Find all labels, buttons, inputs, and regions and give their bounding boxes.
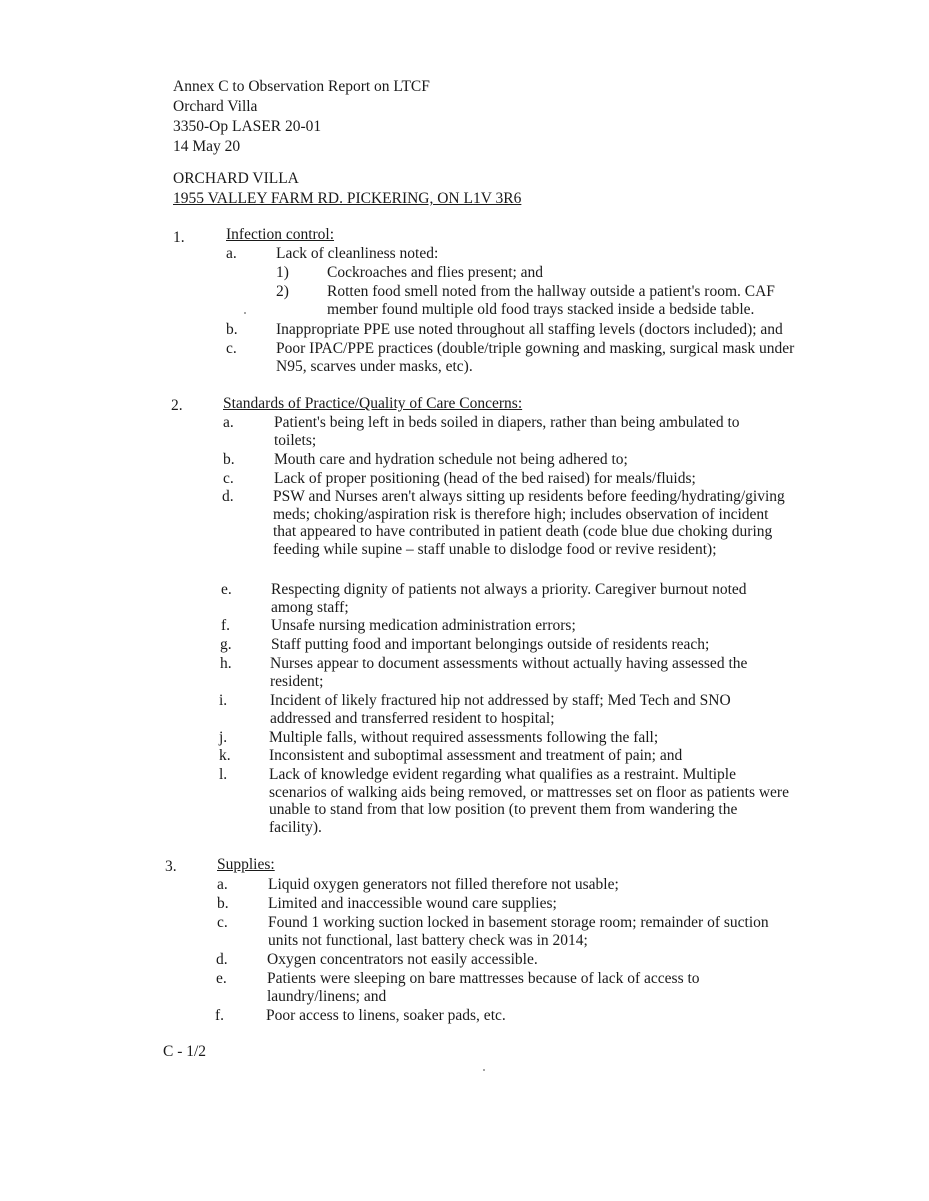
scan-speck xyxy=(244,312,246,314)
item-text: Oxygen concentrators not easily accessible. xyxy=(267,951,538,968)
section-title: Supplies: xyxy=(217,856,275,873)
item-text: Patient's being left in beds soiled in diapers, rather than being ambulated to toilets; xyxy=(274,414,740,449)
item-text: Respecting dignity of patients not always a priority. Caregiver burnout noted among staff; xyxy=(271,581,747,616)
item-text: Found 1 working suction locked in basement storage room; remainder of suction units not functional, last battery check was in 2014; xyxy=(268,914,769,949)
item-text: Nurses appear to document assessments without actually having assessed the resident; xyxy=(270,655,748,690)
item-text: PSW and Nurses aren't always sitting up residents before feeding/hydrating/giving meds; choking/aspiration risk is therefore high; includes observation of incident that appeared to have contributed in patient death (code blue due choking during feeding while supine – staff unable to dislodge food or revive resident); xyxy=(273,488,785,558)
item-text: Lack of knowledge evident regarding what qualifies as a restraint. Multiple scenarios of walking aids being removed, or mattresses set on floor as patients were unable to stand from that low position (to prevent them from wandering the facility). xyxy=(269,766,789,836)
header-date-line: 14 May 20 xyxy=(173,138,241,155)
scan-speck xyxy=(483,1069,485,1071)
item-label: h. xyxy=(220,655,232,672)
item-label: a. xyxy=(226,245,237,262)
item-label: c. xyxy=(226,340,237,357)
item-text: Limited and inaccessible wound care supplies; xyxy=(268,895,557,912)
item-text: Staff putting food and important belongings outside of residents reach; xyxy=(271,636,710,653)
page-reference: C - 1/2 xyxy=(163,1043,207,1060)
item-text: Liquid oxygen generators not filled therefore not usable; xyxy=(268,876,619,893)
item-text: Lack of cleanliness noted: xyxy=(276,245,439,262)
item-label: e. xyxy=(221,581,232,598)
item-label: k. xyxy=(219,747,231,764)
item-label: b. xyxy=(226,321,238,338)
item-label: d. xyxy=(222,488,234,505)
section-number: 1. xyxy=(173,229,185,246)
facility-address: 1955 VALLEY FARM RD. PICKERING, ON L1V 3R6 xyxy=(173,190,522,207)
item-text: Unsafe nursing medication administration errors; xyxy=(271,617,576,634)
item-text: Incident of likely fractured hip not addressed by staff; Med Tech and SNO addressed and transferred resident to hospital; xyxy=(270,692,731,727)
item-text: Poor access to linens, soaker pads, etc. xyxy=(266,1007,506,1024)
item-text: Patients were sleeping on bare mattresses because of lack of access to laundry/linens; and xyxy=(267,970,700,1005)
item-text: Multiple falls, without required assessments following the fall; xyxy=(269,729,659,746)
header-operation-line: 3350-Op LASER 20-01 xyxy=(173,118,322,135)
item-label: g. xyxy=(220,636,232,653)
item-label: a. xyxy=(217,876,228,893)
item-label: a. xyxy=(223,414,234,431)
subitem-text: Cockroaches and flies present; and xyxy=(327,264,544,281)
item-label: b. xyxy=(217,895,229,912)
item-label: l. xyxy=(219,766,228,783)
header-facility-line: Orchard Villa xyxy=(173,98,258,115)
section-number: 3. xyxy=(165,858,177,875)
facility-block xyxy=(173,169,521,209)
subitem-label: 1) xyxy=(276,264,289,281)
item-label: j. xyxy=(219,729,228,746)
item-text: Lack of proper positioning (head of the bed raised) for meals/fluids; xyxy=(274,470,696,487)
item-label: d. xyxy=(216,951,228,968)
item-label: f. xyxy=(215,1007,225,1024)
item-text: Mouth care and hydration schedule not being adhered to; xyxy=(274,451,628,468)
item-text: Poor IPAC/PPE practices (double/triple gowning and masking, surgical mask under N95, scarves under masks, etc). xyxy=(276,340,795,375)
document-header xyxy=(173,77,430,157)
header-annex-line: Annex C to Observation Report on LTCF xyxy=(173,78,430,95)
item-text: Inconsistent and suboptimal assessment and treatment of pain; and xyxy=(269,747,683,764)
section-number: 2. xyxy=(171,397,183,414)
item-text: Inappropriate PPE use noted throughout all staffing levels (doctors included); and xyxy=(276,321,783,338)
item-label: b. xyxy=(223,451,235,468)
item-label: e. xyxy=(216,970,227,987)
item-label: c. xyxy=(217,914,228,931)
item-label: i. xyxy=(219,692,228,709)
subitem-text: Rotten food smell noted from the hallway outside a patient's room. CAF member found multiple old food trays stacked inside a bedside table. xyxy=(327,283,775,318)
facility-name: ORCHARD VILLA xyxy=(173,170,299,187)
item-label: f. xyxy=(221,617,231,634)
section-title: Standards of Practice/Quality of Care Concerns: xyxy=(223,395,523,412)
item-label: c. xyxy=(223,470,234,487)
subitem-label: 2) xyxy=(276,283,289,300)
section-title: Infection control: xyxy=(226,226,335,243)
